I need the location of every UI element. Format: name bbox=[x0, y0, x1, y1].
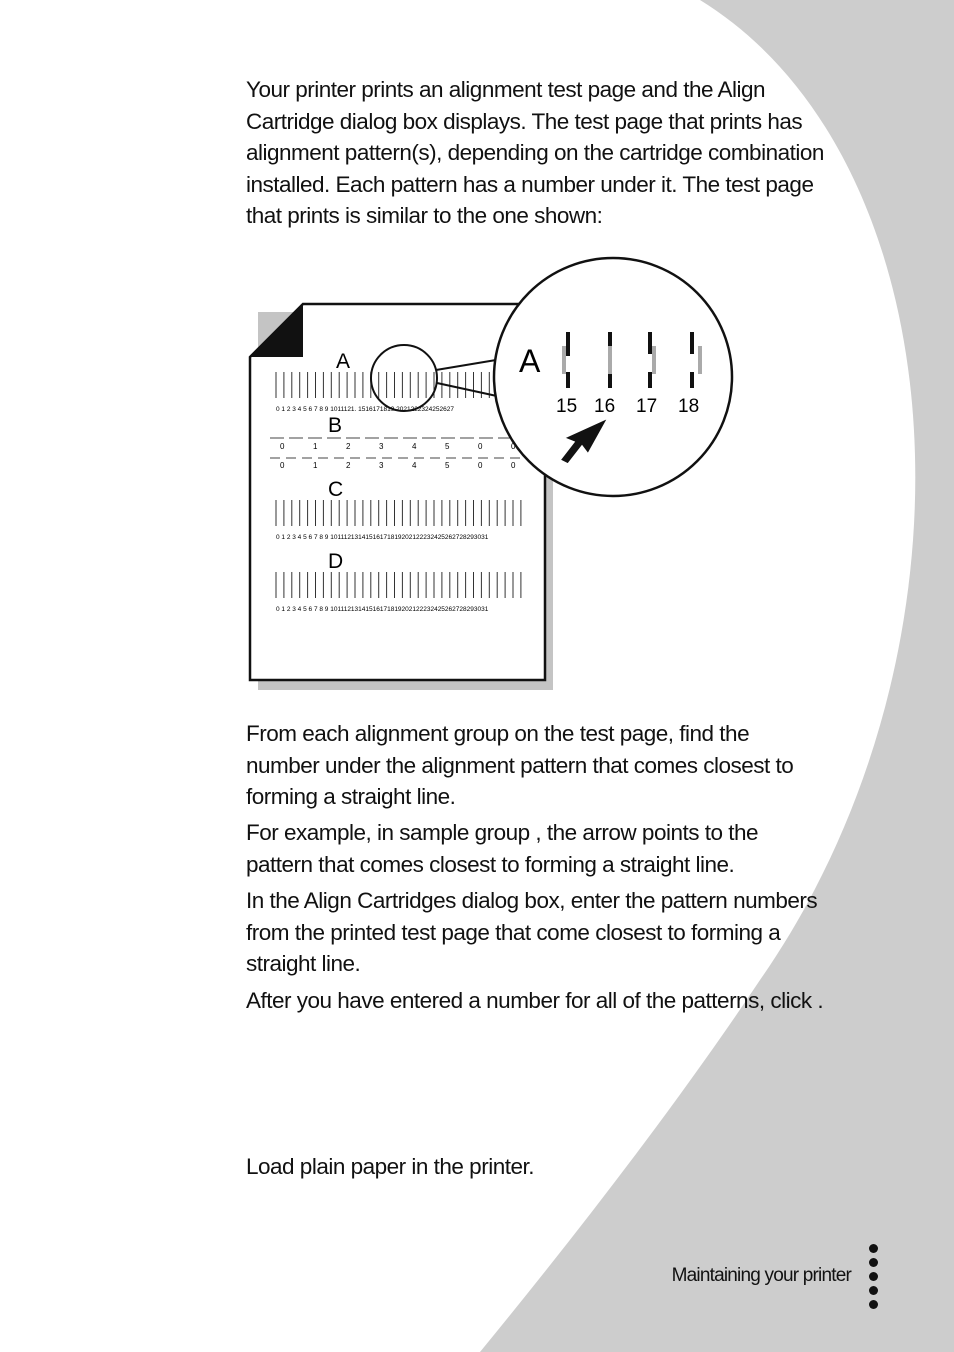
row-b-number: 0 bbox=[280, 442, 285, 451]
group-label-b: B bbox=[328, 414, 343, 437]
example-paragraph: For example, in sample group , the arrow points to the pattern that comes closest to forming a straight line. bbox=[246, 820, 759, 877]
row-d-numbers: 0 1 2 3 4 5 6 7 8 9 10111213141516171819202122232425262728293031 bbox=[276, 606, 489, 613]
row-b-number: 0 bbox=[511, 461, 516, 470]
row-c-numbers: 0 1 2 3 4 5 6 7 8 9 10111213141516171819202122232425262728293031 bbox=[276, 534, 489, 541]
group-label-d: D bbox=[328, 550, 344, 573]
row-b-number: 2 bbox=[346, 461, 351, 470]
zoom-number: 18 bbox=[678, 396, 700, 417]
load-paper-paragraph: Load plain paper in the printer. bbox=[246, 1154, 534, 1179]
intro-paragraph: Your printer prints an alignment test page and the Align Cartridge dialog box displays. The test page that prints has alignment pattern(s), depending on the cartridge combination installed. Each pattern has a number under it. The test page that prints is similar to the one shown: bbox=[246, 77, 824, 228]
row-b-number: 3 bbox=[379, 461, 384, 470]
group-label-c: C bbox=[328, 478, 344, 501]
row-a-numbers: 0 1 2 3 4 5 6 7 8 9 1011121. 1516171819 2021222324252627 bbox=[276, 406, 454, 413]
group-label-a: A bbox=[336, 350, 351, 373]
zoom-number: 17 bbox=[636, 396, 658, 417]
row-b-number: 4 bbox=[412, 442, 417, 451]
row-b-number: 1 bbox=[313, 461, 318, 470]
row-b-number: 4 bbox=[412, 461, 417, 470]
row-b-number: 0 bbox=[280, 461, 285, 470]
after-paragraph: After you have entered a number for all of the patterns, click . bbox=[246, 988, 824, 1013]
row-b-number: 0 bbox=[478, 461, 483, 470]
alignment-test-page-illustration bbox=[244, 252, 744, 702]
folded-corner bbox=[250, 304, 303, 357]
footer-title: Maintaining your printer bbox=[671, 1265, 851, 1286]
enter-paragraph: In the Align Cartridges dialog box, enter the pattern numbers from the printed test page that come closest to forming a straight line. bbox=[246, 888, 818, 976]
zoom-number: 15 bbox=[556, 396, 578, 417]
row-b-number: 5 bbox=[445, 442, 450, 451]
row-b-number: 1 bbox=[313, 442, 318, 451]
zoom-group-label: A bbox=[519, 343, 541, 379]
page-dots-icon bbox=[866, 1244, 882, 1316]
find-paragraph: From each alignment group on the test page, find the number under the alignment pattern that comes closest to forming a straight line. bbox=[246, 721, 794, 809]
row-b-number: 0 bbox=[478, 442, 483, 451]
row-b-number: 3 bbox=[379, 442, 384, 451]
row-b-number: 5 bbox=[445, 461, 450, 470]
row-b-number: 0 bbox=[511, 442, 516, 451]
row-b-number: 2 bbox=[346, 442, 351, 451]
zoom-number: 16 bbox=[594, 396, 616, 417]
